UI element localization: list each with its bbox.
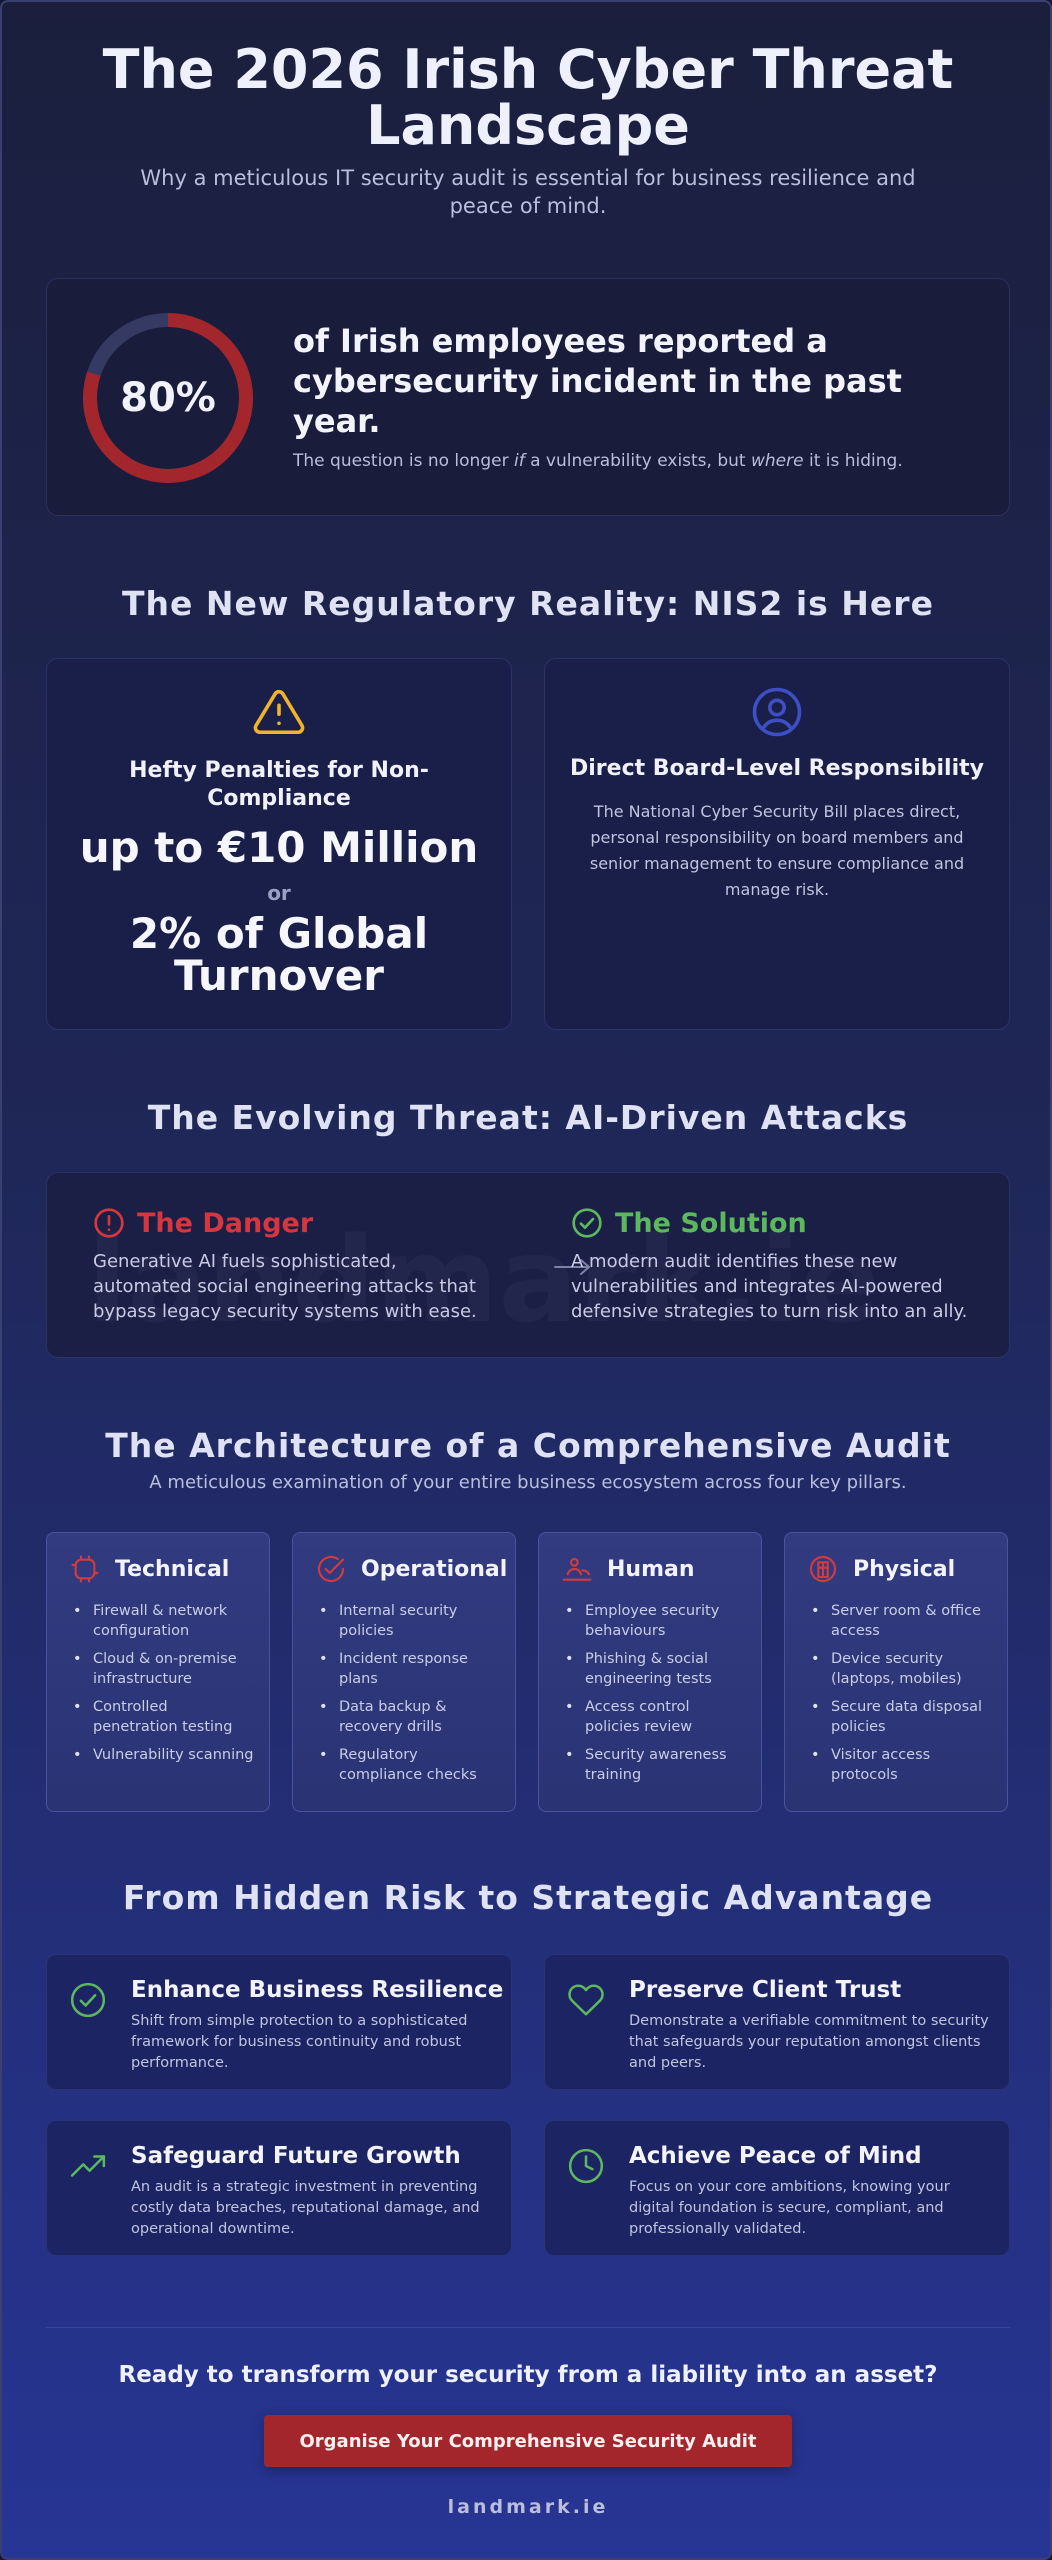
advantage-title: Achieve Peace of Mind	[629, 2143, 922, 2169]
pillar-title: Physical	[853, 1556, 956, 1582]
solution-text: A modern audit identifies these new vulnerabilities and integrates AI-powered defensive strategies to turn risk into an ally.	[571, 1251, 968, 1322]
list-item: • Visitor access protocols	[811, 1745, 993, 1785]
advantage-text: Demonstrate a verifiable commitment to security that safeguards your reputation amongst clients and peers.	[629, 2013, 989, 2071]
stat-card	[46, 278, 1010, 516]
list-item: • Vulnerability scanning	[73, 1745, 255, 1765]
users-icon	[561, 1553, 593, 1585]
stat-headline: of Irish employees reported a cybersecurity incident in the past year.	[293, 322, 902, 440]
penalty-turnover: 2% of Global Turnover	[129, 909, 429, 1000]
pillar-technical	[46, 1532, 270, 1812]
ai-threat-card	[46, 1172, 1010, 1358]
list-item: • Incident response plans	[319, 1649, 501, 1689]
advantage-card-peace	[544, 2120, 1010, 2256]
solution-column	[571, 1207, 971, 1324]
audit-section-title: The Architecture of a Comprehensive Audit	[105, 1426, 951, 1465]
chip-icon	[69, 1553, 101, 1585]
list-item: • Device security (laptops, mobiles)	[811, 1649, 993, 1689]
ai-section-title: The Evolving Threat: AI-Driven Attacks	[147, 1098, 909, 1137]
audit-section-subtitle: A meticulous examination of your entire business ecosystem across four key pillars.	[149, 1472, 907, 1493]
penalty-or: or	[267, 881, 291, 905]
check-badge-icon	[315, 1553, 347, 1585]
user-circle-icon	[750, 685, 804, 739]
list-item: • Regulatory compliance checks	[319, 1745, 501, 1785]
list-item: • Controlled penetration testing	[73, 1697, 255, 1737]
advantage-title: Safeguard Future Growth	[131, 2143, 461, 2169]
list-item: • Phishing & social engineering tests	[565, 1649, 747, 1689]
warning-triangle-icon	[252, 685, 306, 739]
advantage-text: Focus on your core ambitions, knowing your digital foundation is secure, compliant, and professionally validated.	[629, 2179, 950, 2237]
pillar-title: Human	[607, 1556, 695, 1582]
nis2-section-title: The New Regulatory Reality: NIS2 is Here	[122, 584, 934, 623]
penalties-card	[46, 658, 512, 1030]
clock-icon	[567, 2147, 605, 2185]
page-subtitle: Why a meticulous IT security audit is essential for business resilience and peace of mind.	[140, 166, 916, 218]
heart-icon	[567, 1981, 605, 2019]
alert-circle-icon	[93, 1207, 125, 1239]
list-item: • Access control policies review	[565, 1697, 747, 1737]
building-icon	[807, 1553, 839, 1585]
percentage-label: 80%	[120, 375, 216, 421]
advantage-card-resilience	[46, 1954, 512, 2090]
penalty-amount: up to €10 Million	[79, 823, 479, 872]
advantage-card-growth	[46, 2120, 512, 2256]
board-body: The National Cyber Security Bill places direct, personal responsibility on board members and senior management to ensure compliance and manage risk.	[589, 802, 965, 899]
pillar-title: Technical	[115, 1556, 230, 1582]
danger-title: The Danger	[137, 1207, 314, 1239]
list-item: • Internal security policies	[319, 1601, 501, 1641]
advantage-title: Enhance Business Resilience	[131, 1977, 504, 2003]
list-item: • Employee security behaviours	[565, 1601, 747, 1641]
pillar-operational	[292, 1532, 516, 1812]
check-circle-icon	[571, 1207, 603, 1239]
pillar-physical	[784, 1532, 1008, 1812]
list-item: • Cloud & on-premise infrastructure	[73, 1649, 255, 1689]
danger-text: Generative AI fuels sophisticated, automated social engineering attacks that bypass legacy security systems with ease.	[93, 1251, 477, 1322]
list-item: • Security awareness training	[565, 1745, 747, 1785]
pillar-title: Operational	[361, 1556, 508, 1582]
advantage-section-title: From Hidden Risk to Strategic Advantage	[122, 1878, 934, 1917]
cta-question: Ready to transform your security from a liability into an asset?	[118, 2362, 938, 2388]
board-responsibility-card	[544, 658, 1010, 1030]
list-item: • Data backup & recovery drills	[319, 1697, 501, 1737]
check-circle-icon	[69, 1981, 107, 2019]
divider	[46, 2327, 1010, 2328]
solution-title: The Solution	[615, 1207, 807, 1239]
list-item: • Firewall & network configuration	[73, 1601, 255, 1641]
board-heading: Direct Board-Level Responsibility	[570, 756, 984, 781]
page-title: The 2026 Irish Cyber Threat Landscape	[102, 38, 954, 157]
pillar-human	[538, 1532, 762, 1812]
trending-up-icon	[69, 2147, 107, 2185]
advantage-title: Preserve Client Trust	[629, 1977, 902, 2003]
list-item: • Server room & office access	[811, 1601, 993, 1641]
stat-note: The question is no longer if a vulnerability exists, but where it is hiding.	[293, 451, 903, 471]
advantage-card-trust	[544, 1954, 1010, 2090]
danger-column	[93, 1207, 493, 1324]
footer-brand[interactable]: landmark.ie	[447, 2496, 609, 2518]
list-item: • Secure data disposal policies	[811, 1697, 993, 1737]
advantage-text: Shift from simple protection to a sophisticated framework for business continuity and robust performance.	[131, 2013, 468, 2071]
organise-audit-button[interactable]: Organise Your Comprehensive Security Audit	[264, 2415, 792, 2467]
advantage-text: An audit is a strategic investment in preventing costly data breaches, reputational damage, and operational downtime.	[131, 2179, 480, 2237]
penalties-heading: Hefty Penalties for Non-Compliance	[129, 758, 429, 811]
